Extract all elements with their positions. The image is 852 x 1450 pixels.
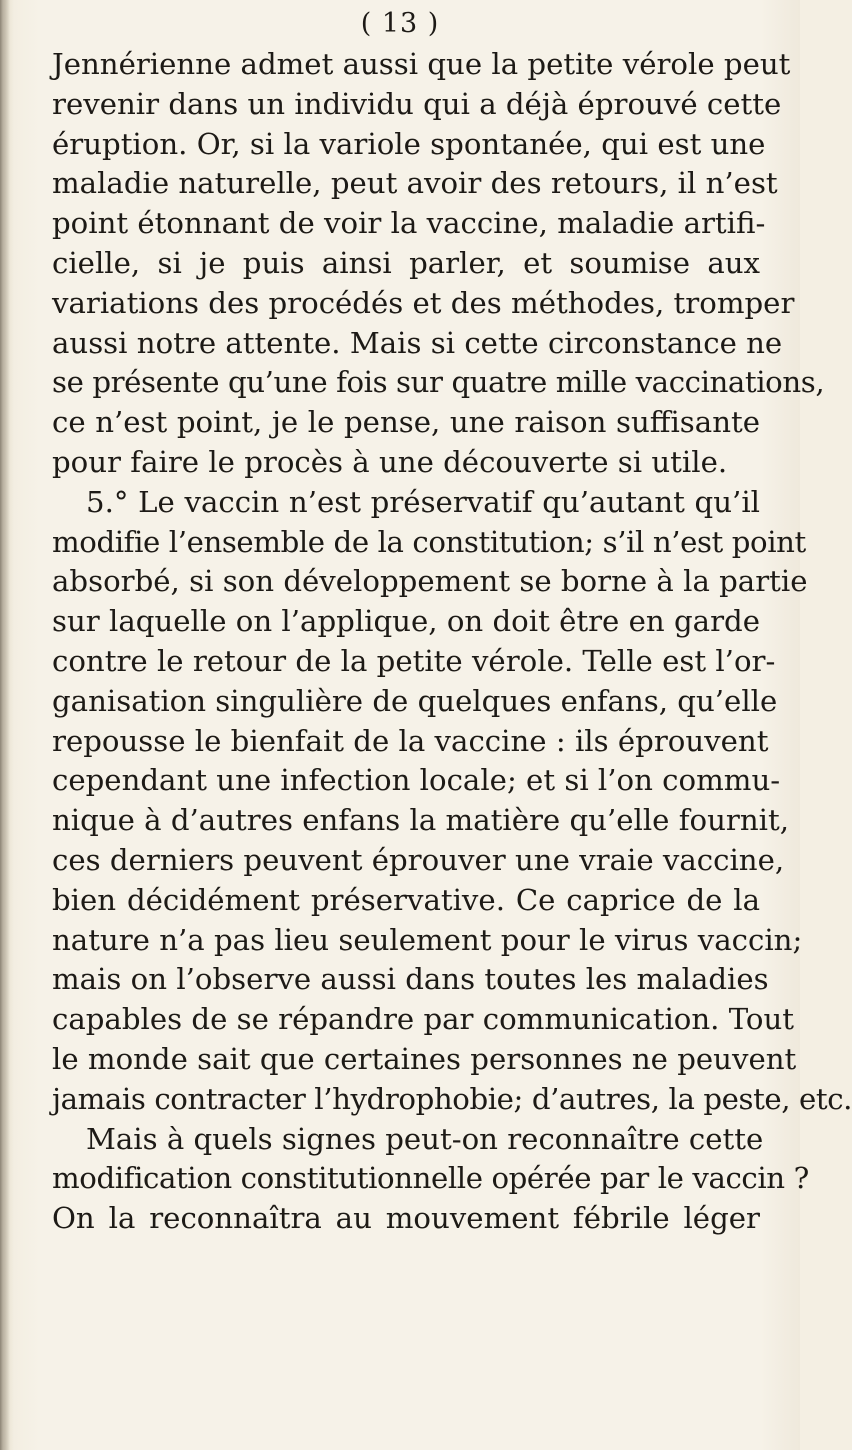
- text-line: nique à d’autres enfans la matière qu’elle fournit,: [52, 803, 789, 838]
- text-line: modification constitutionnelle opérée par le vaccin ?: [52, 1161, 809, 1196]
- text-line: le monde sait que certaines personnes ne peuvent: [52, 1041, 797, 1076]
- text-line: aussi notre attente. Mais si cette circonstance ne: [52, 325, 783, 360]
- page-number: ( 13 ): [360, 8, 440, 39]
- text-line: modifie l’ensemble de la constitution; s’il n’est point: [52, 524, 806, 559]
- text-line: 5.° Le vaccin n’est préservatif qu’autant qu’il: [86, 484, 760, 519]
- text-line: sur laquelle on l’applique, on doit être en garde: [52, 604, 760, 639]
- text-line: Jennérienne admet aussi que la petite vérole peut: [52, 47, 791, 81]
- text-line: repousse le bienfait de la vaccine : ils éprouvent: [52, 723, 769, 758]
- text-line: Mais à quels signes peut-on reconnaître cette: [86, 1121, 764, 1156]
- text-line: On la reconnaîtra au mouvement fébrile léger: [52, 1201, 760, 1236]
- book-spine-shadow: [0, 0, 10, 1450]
- text-line: mais on l’observe aussi dans toutes les maladies: [52, 962, 769, 997]
- text-line: nature n’a pas lieu seulement pour le virus vaccin;: [52, 922, 803, 957]
- text-line: variations des procédés et des méthodes, tromper: [52, 285, 795, 320]
- text-line: se présente qu’une fois sur quatre mille vaccinations,: [52, 365, 825, 400]
- text-line: jamais contracter l’hydrophobie; d’autres, la peste, etc.: [52, 1081, 852, 1116]
- text-line: ganisation singulière de quelques enfans, qu’elle: [52, 683, 778, 718]
- text-line: absorbé, si son développement se borne à la partie: [52, 564, 808, 599]
- text-line: capables de se répandre par communication. Tout: [52, 1002, 794, 1037]
- text-line: ces derniers peuvent éprouver une vraie vaccine,: [52, 842, 785, 877]
- text-line: éruption. Or, si la variole spontanée, qui est une: [52, 126, 766, 161]
- text-line: point étonnant de voir la vaccine, maladie artifi-: [52, 206, 766, 241]
- text-line: revenir dans un individu qui a déjà éprouvé cette: [52, 86, 782, 121]
- text-line: bien décidément préservative. Ce caprice de la: [52, 882, 760, 917]
- body-text: [52, 45, 852, 1239]
- text-line: maladie naturelle, peut avoir des retours, il n’est: [52, 166, 778, 201]
- text-line: pour faire le procès à une découverte si utile.: [52, 444, 728, 479]
- text-line: cielle, si je puis ainsi parler, et soumise aux: [52, 245, 760, 280]
- text-line: ce n’est point, je le pense, une raison suffisante: [52, 405, 760, 440]
- text-line: cependant une infection locale; et si l’on commu-: [52, 763, 781, 798]
- text-line: contre le retour de la petite vérole. Telle est l’or-: [52, 643, 776, 678]
